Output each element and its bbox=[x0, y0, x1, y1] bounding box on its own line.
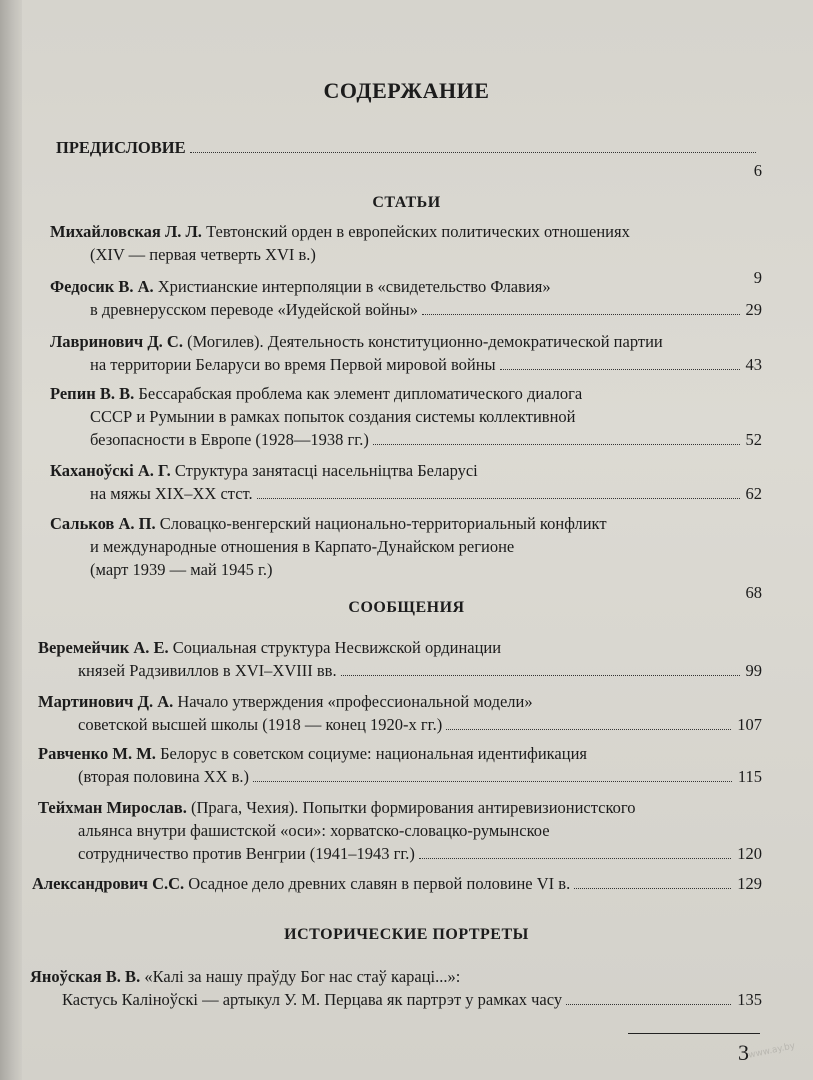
page-title: СОДЕРЖАНИЕ bbox=[323, 78, 490, 103]
page-ref: 9 bbox=[753, 268, 762, 287]
page-ref: 120 bbox=[737, 844, 762, 863]
entry-title-line: в древнерусском переводе «Иудейской войны» bbox=[90, 300, 419, 319]
page-ref: 107 bbox=[737, 715, 762, 734]
entry-title-line: (Прага, Чехия). Попытки формирования антиревизионистского bbox=[190, 798, 636, 817]
dot-leader bbox=[190, 152, 756, 153]
entry-title-line: (Могилев). Деятельность конституционно-демократической партии bbox=[187, 332, 663, 351]
entry-title-line: на территории Беларуси во время Первой мировой войны bbox=[90, 355, 496, 374]
entry-author: Сальков А. П. bbox=[50, 514, 156, 533]
page-ref: 68 bbox=[745, 583, 762, 602]
entry-title-line: СССР и Румынии в рамках попыток создания системы коллективной bbox=[90, 407, 576, 426]
entry-author: Мартинович Д. А. bbox=[38, 692, 174, 711]
toc-entry bbox=[50, 382, 762, 451]
entry-author: Каханоўскі А. Г. bbox=[50, 461, 171, 480]
page-number: 3 bbox=[738, 1040, 749, 1065]
dot-leader bbox=[574, 888, 731, 889]
section-title-reports: СООБЩЕНИЯ bbox=[348, 599, 465, 616]
preface-entry bbox=[56, 136, 762, 182]
entry-title-line: Структура занятасці насельніцтва Беларусі bbox=[174, 461, 478, 480]
toc-entry bbox=[30, 965, 762, 1011]
entry-title-line: князей Радзивиллов в XVI–XVIII вв. bbox=[78, 661, 337, 680]
section-title-articles: СТАТЬИ bbox=[372, 194, 441, 211]
entry-author: Федосик В. А. bbox=[50, 277, 154, 296]
entry-title-line: «Калі за нашу праўду Бог нас стаў караці...»: bbox=[144, 967, 461, 986]
toc-entry bbox=[50, 459, 762, 505]
page-ref: 135 bbox=[737, 990, 762, 1009]
dot-leader bbox=[422, 314, 739, 315]
dot-leader bbox=[419, 858, 731, 859]
dot-leader bbox=[257, 498, 740, 499]
entry-author: Равченко М. М. bbox=[38, 744, 156, 763]
watermark: www.ay.by bbox=[747, 1041, 797, 1061]
entry-title-line: альянса внутри фашистской «оси»: хорватско-словацко-румынское bbox=[78, 821, 550, 840]
page-ref: 29 bbox=[745, 300, 762, 319]
entry-title-line: Тевтонский орден в европейских политических отношениях bbox=[206, 222, 630, 241]
entry-title-line: Кастусь Каліноўскі — артыкул У. М. Перцава як партрэт у рамках часу bbox=[62, 990, 563, 1009]
footer-rule bbox=[628, 1033, 760, 1034]
page-ref: 6 bbox=[753, 161, 762, 180]
entry-author: Яноўская В. В. bbox=[30, 967, 141, 986]
entry-title-line: (вторая половина XX в.) bbox=[78, 767, 250, 786]
page-ref: 99 bbox=[745, 661, 762, 680]
entry-title-line: (март 1939 — май 1945 г.) bbox=[90, 560, 273, 579]
page-ref: 43 bbox=[745, 355, 762, 374]
toc-entry bbox=[38, 690, 762, 736]
entry-title-line: Начало утверждения «профессиональной модели» bbox=[177, 692, 533, 711]
entry-author: Александрович С.С. bbox=[32, 874, 185, 893]
dot-leader bbox=[566, 1004, 731, 1005]
entry-title-line: на мяжы XIX–XX стст. bbox=[90, 484, 253, 503]
entry-title-line: Осадное дело древних славян в первой половине VI в. bbox=[188, 874, 571, 893]
entry-author: Тейхман Мирослав. bbox=[38, 798, 187, 817]
toc-entry bbox=[50, 512, 762, 604]
entry-title-line: Социальная структура Несвижской ординации bbox=[172, 638, 502, 657]
entry-author: Лавринович Д. С. bbox=[50, 332, 183, 351]
entry-author: Михайловская Л. Л. bbox=[50, 222, 202, 241]
toc-entry bbox=[32, 872, 762, 895]
entry-title-line: и международные отношения в Карпато-Дунайском регионе bbox=[90, 537, 515, 556]
dot-leader bbox=[446, 729, 731, 730]
entry-title-line: советской высшей школы (1918 — конец 1920-х гг.) bbox=[78, 715, 443, 734]
entry-title-line: Христианские интерполяции в «свидетельство Флавия» bbox=[157, 277, 551, 296]
preface-label: ПРЕДИСЛОВИЕ bbox=[56, 138, 186, 157]
entry-title-line: Словацко-венгерский национально-территориальный конфликт bbox=[159, 514, 607, 533]
entry-title-line: Бессарабская проблема как элемент дипломатического диалога bbox=[138, 384, 583, 403]
dot-leader bbox=[373, 444, 740, 445]
dot-leader bbox=[253, 781, 732, 782]
toc-entry bbox=[50, 275, 762, 321]
toc-entry bbox=[38, 636, 762, 682]
entry-author: Веремейчик А. Е. bbox=[38, 638, 169, 657]
dot-leader bbox=[500, 369, 740, 370]
entry-title-line: (XIV — первая четверть XVI в.) bbox=[90, 245, 316, 264]
section-title-portraits: ИСТОРИЧЕСКИЕ ПОРТРЕТЫ bbox=[284, 926, 529, 943]
page-edge bbox=[0, 0, 22, 1080]
toc-entry bbox=[38, 796, 762, 865]
toc-entry bbox=[38, 742, 762, 788]
entry-author: Репин В. В. bbox=[50, 384, 135, 403]
entry-title-line: сотрудничество против Венгрии (1941–1943 гг.) bbox=[78, 844, 415, 863]
dot-leader bbox=[341, 675, 740, 676]
entry-title-line: безопасности в Европе (1928—1938 гг.) bbox=[90, 430, 369, 449]
toc-entry bbox=[50, 330, 762, 376]
page-ref: 52 bbox=[745, 430, 762, 449]
entry-title-line: Белорус в советском социуме: национальная идентификация bbox=[160, 744, 588, 763]
page-ref: 62 bbox=[745, 484, 762, 503]
page-ref: 115 bbox=[737, 767, 762, 786]
page-ref: 129 bbox=[737, 874, 762, 893]
